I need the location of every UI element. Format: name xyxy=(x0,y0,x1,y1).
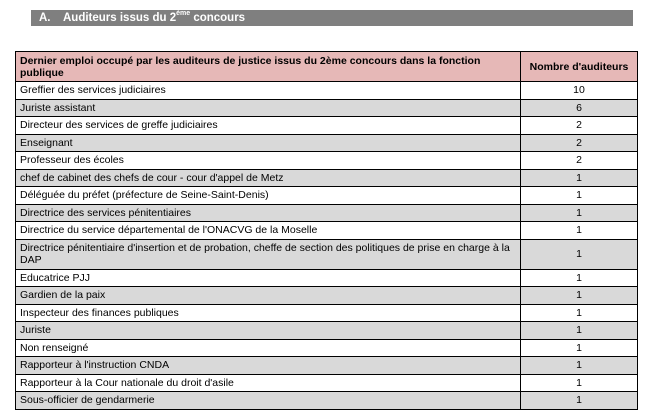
row-label: Rapporteur à l'instruction CNDA xyxy=(16,357,521,375)
row-count: 1 xyxy=(521,374,638,392)
table-row xyxy=(16,204,638,222)
row-count: 1 xyxy=(521,269,638,287)
row-label: Rapporteur à la Cour nationale du droit d'asile xyxy=(16,374,521,392)
row-label: chef de cabinet des chefs de cour - cour d'appel de Metz xyxy=(16,169,521,187)
table-row xyxy=(16,134,638,152)
section-heading xyxy=(31,10,633,26)
table-row xyxy=(16,169,638,187)
row-label: Greffier des services judiciaires xyxy=(16,82,521,100)
table-row xyxy=(16,82,638,100)
row-count: 1 xyxy=(521,204,638,222)
row-label: Gardien de la paix xyxy=(16,287,521,305)
row-count: 1 xyxy=(521,187,638,205)
table-row xyxy=(16,339,638,357)
row-label: Juriste assistant xyxy=(16,99,521,117)
row-count: 1 xyxy=(521,169,638,187)
section-title: Auditeurs issus du 2 xyxy=(63,12,177,24)
table-row xyxy=(16,222,638,240)
row-label: Enseignant xyxy=(16,134,521,152)
table-row xyxy=(16,374,638,392)
table-row xyxy=(16,304,638,322)
row-label: Educatrice PJJ xyxy=(16,269,521,287)
row-count: 1 xyxy=(521,357,638,375)
row-label: Déléguée du préfet (préfecture de Seine-Saint-Denis) xyxy=(16,187,521,205)
row-count: 2 xyxy=(521,117,638,135)
row-label: Directrice pénitentiaire d'insertion et de probation, cheffe de section des politiques de prise en charge à la DAP xyxy=(16,239,521,269)
row-label: Juriste xyxy=(16,322,521,340)
table-row xyxy=(16,322,638,340)
row-label: Sous-officier de gendarmerie xyxy=(16,392,521,410)
row-count: 1 xyxy=(521,222,638,240)
row-count: 2 xyxy=(521,134,638,152)
row-label: Directrice du service départemental de l'ONACVG de la Moselle xyxy=(16,222,521,240)
row-count: 2 xyxy=(521,152,638,170)
table-row xyxy=(16,152,638,170)
table-row xyxy=(16,187,638,205)
table-row xyxy=(16,357,638,375)
row-label: Non renseigné xyxy=(16,339,521,357)
table-row xyxy=(16,239,638,269)
row-label: Inspecteur des finances publiques xyxy=(16,304,521,322)
table-row xyxy=(16,392,638,410)
row-count: 1 xyxy=(521,287,638,305)
row-count: 6 xyxy=(521,99,638,117)
row-count: 1 xyxy=(521,392,638,410)
section-title-end: concours xyxy=(190,12,246,24)
employment-table xyxy=(15,51,638,410)
section-letter: A. xyxy=(39,12,51,24)
row-count: 1 xyxy=(521,239,638,269)
section-title-superscript: ème xyxy=(176,10,191,18)
table-row xyxy=(16,287,638,305)
table-row xyxy=(16,117,638,135)
table-row xyxy=(16,99,638,117)
row-count: 10 xyxy=(521,82,638,100)
row-count: 1 xyxy=(521,304,638,322)
row-label: Professeur des écoles xyxy=(16,152,521,170)
row-label: Directeur des services de greffe judiciaires xyxy=(16,117,521,135)
header-auditor-count: Nombre d'auditeurs xyxy=(521,52,638,82)
header-last-job: Dernier emploi occupé par les auditeurs de justice issus du 2ème concours dans la fonction publique xyxy=(16,52,521,82)
table-header-row xyxy=(16,52,638,82)
row-count: 1 xyxy=(521,322,638,340)
row-count: 1 xyxy=(521,339,638,357)
row-label: Directrice des services pénitentiaires xyxy=(16,204,521,222)
table-row xyxy=(16,269,638,287)
